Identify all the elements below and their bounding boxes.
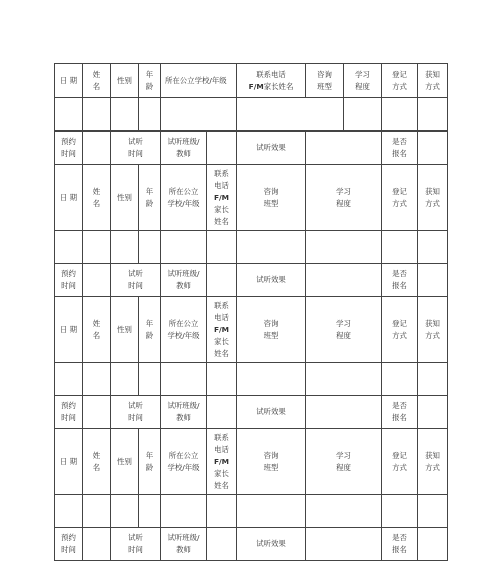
blank-cell[interactable] — [417, 230, 448, 264]
blank-cell[interactable] — [54, 230, 83, 264]
contact-phone-label: 联系 电话 — [214, 432, 229, 454]
blank-cell[interactable] — [54, 494, 83, 528]
register-header: 登记 方式 — [381, 63, 418, 98]
parent-name-label: 家长 姓名 — [214, 468, 229, 490]
blank-cell[interactable] — [138, 494, 161, 528]
age-header: 年 龄 — [138, 63, 161, 98]
blank-cell[interactable] — [138, 362, 161, 396]
date-label: 日 期 — [54, 296, 83, 363]
appointment-value[interactable] — [82, 395, 111, 429]
contact-label — [206, 428, 237, 495]
gender-label: 性别 — [110, 428, 139, 495]
blank-cell[interactable] — [305, 230, 382, 264]
consult-label: 咨询 班型 — [236, 428, 306, 495]
trial-class-label: 试听班级/ 教师 — [160, 527, 207, 561]
school-label: 所在公立 学校/年级 — [160, 296, 207, 363]
blank-cell[interactable] — [206, 362, 237, 396]
blank-cell[interactable] — [110, 362, 139, 396]
blank-cell[interactable] — [381, 230, 418, 264]
trial-class-value[interactable] — [206, 131, 237, 165]
blank-cell[interactable] — [138, 230, 161, 264]
enrolled-label: 是否 报名 — [381, 131, 418, 165]
blank-cell[interactable] — [236, 494, 306, 528]
source-label: 获知 方式 — [417, 296, 448, 363]
blank-cell[interactable] — [138, 97, 161, 131]
enrolled-label: 是否 报名 — [381, 527, 418, 561]
trial-effect-label: 试听效果 — [236, 131, 306, 165]
age-label: 年 龄 — [138, 428, 161, 495]
consult-label: 咨询 班型 — [236, 296, 306, 363]
blank-cell[interactable] — [417, 362, 448, 396]
blank-cell[interactable] — [206, 230, 237, 264]
blank-cell[interactable] — [110, 230, 139, 264]
blank-cell[interactable] — [343, 97, 382, 131]
trial-time-label: 试听 时间 — [110, 263, 161, 297]
study-label: 学习 程度 — [305, 164, 382, 231]
trial-class-label: 试听班级/ 教师 — [160, 263, 207, 297]
blank-cell[interactable] — [54, 362, 83, 396]
fm-label: F/M — [213, 192, 230, 202]
trial-effect-value[interactable] — [305, 395, 382, 429]
blank-cell[interactable] — [417, 97, 448, 131]
source-label: 获知 方式 — [417, 428, 448, 495]
gender-label: 性别 — [110, 296, 139, 363]
register-label: 登记 方式 — [381, 296, 418, 363]
register-label: 登记 方式 — [381, 164, 418, 231]
blank-cell[interactable] — [82, 97, 111, 131]
source-header: 获知 方式 — [417, 63, 448, 98]
blank-cell[interactable] — [82, 494, 111, 528]
register-label: 登记 方式 — [381, 428, 418, 495]
school-label: 所在公立 学校/年级 — [160, 164, 207, 231]
name-label: 姓 名 — [82, 164, 111, 231]
contact-label — [206, 164, 237, 231]
enrolled-value[interactable] — [417, 527, 448, 561]
blank-cell[interactable] — [54, 97, 83, 131]
school-label: 所在公立 学校/年级 — [160, 428, 207, 495]
blank-cell[interactable] — [381, 362, 418, 396]
school-header: 所在公立学校/年级 — [160, 63, 237, 98]
trial-effect-label: 试听效果 — [236, 395, 306, 429]
trial-class-label: 试听班级/ 教师 — [160, 395, 207, 429]
enrolled-value[interactable] — [417, 395, 448, 429]
blank-cell[interactable] — [236, 97, 344, 131]
blank-cell[interactable] — [305, 362, 382, 396]
contact-phone-label: 联系 电话 — [214, 300, 229, 322]
trial-time-label: 试听 时间 — [110, 527, 161, 561]
trial-effect-label: 试听效果 — [236, 527, 306, 561]
appointment-value[interactable] — [82, 527, 111, 561]
study-header: 学习 程度 — [343, 63, 382, 98]
study-label: 学习 程度 — [305, 296, 382, 363]
fm-label: F/M — [213, 324, 230, 334]
gender-label: 性别 — [110, 164, 139, 231]
trial-class-value[interactable] — [206, 527, 237, 561]
appointment-value[interactable] — [82, 131, 111, 165]
blank-cell[interactable] — [381, 97, 418, 131]
trial-effect-value[interactable] — [305, 263, 382, 297]
blank-cell[interactable] — [236, 230, 306, 264]
consult-header: 咨询 班型 — [305, 63, 344, 98]
contact-label — [206, 296, 237, 363]
appointment-label: 预约 时间 — [54, 395, 83, 429]
appointment-value[interactable] — [82, 263, 111, 297]
blank-cell[interactable] — [82, 230, 111, 264]
trial-class-value[interactable] — [206, 263, 237, 297]
blank-cell[interactable] — [381, 494, 418, 528]
appointment-label: 预约 时间 — [54, 131, 83, 165]
date-header: 日 期 — [54, 63, 83, 98]
trial-class-label: 试听班级/ 教师 — [160, 131, 207, 165]
trial-effect-value[interactable] — [305, 527, 382, 561]
trial-effect-label: 试听效果 — [236, 263, 306, 297]
study-label: 学习 程度 — [305, 428, 382, 495]
source-label: 获知 方式 — [417, 164, 448, 231]
name-label: 姓 名 — [82, 296, 111, 363]
fm-label: F/M — [248, 81, 264, 91]
age-label: 年 龄 — [138, 296, 161, 363]
blank-cell[interactable] — [417, 494, 448, 528]
blank-cell[interactable] — [110, 494, 139, 528]
blank-cell[interactable] — [236, 362, 306, 396]
trial-time-label: 试听 时间 — [110, 131, 161, 165]
blank-cell[interactable] — [160, 494, 207, 528]
blank-cell[interactable] — [110, 97, 139, 131]
date-label: 日 期 — [54, 428, 83, 495]
name-label: 姓 名 — [82, 428, 111, 495]
date-label: 日 期 — [54, 164, 83, 231]
enrolled-label: 是否 报名 — [381, 395, 418, 429]
enrolled-value[interactable] — [417, 131, 448, 165]
gender-header: 性别 — [110, 63, 139, 98]
trial-effect-value[interactable] — [305, 131, 382, 165]
enrolled-value[interactable] — [417, 263, 448, 297]
age-label: 年 龄 — [138, 164, 161, 231]
parent-name-label: 家长姓名 — [263, 81, 294, 91]
appointment-label: 预约 时间 — [54, 263, 83, 297]
blank-cell[interactable] — [206, 494, 237, 528]
blank-cell[interactable] — [82, 362, 111, 396]
trial-time-label: 试听 时间 — [110, 395, 161, 429]
blank-cell[interactable] — [160, 230, 207, 264]
fm-label: F/M — [213, 456, 230, 466]
parent-name-label: 家长 姓名 — [214, 336, 229, 358]
blank-cell[interactable] — [160, 362, 207, 396]
contact-phone-label: 联系 电话 — [214, 168, 229, 190]
contact-header — [236, 63, 306, 98]
enrolled-label: 是否 报名 — [381, 263, 418, 297]
name-header: 姓 名 — [82, 63, 111, 98]
appointment-label: 预约 时间 — [54, 527, 83, 561]
trial-class-value[interactable] — [206, 395, 237, 429]
consult-label: 咨询 班型 — [236, 164, 306, 231]
parent-name-label: 家长 姓名 — [214, 204, 229, 226]
blank-cell[interactable] — [305, 494, 382, 528]
contact-label: 联系电话 — [256, 69, 286, 79]
blank-cell[interactable] — [160, 97, 237, 131]
